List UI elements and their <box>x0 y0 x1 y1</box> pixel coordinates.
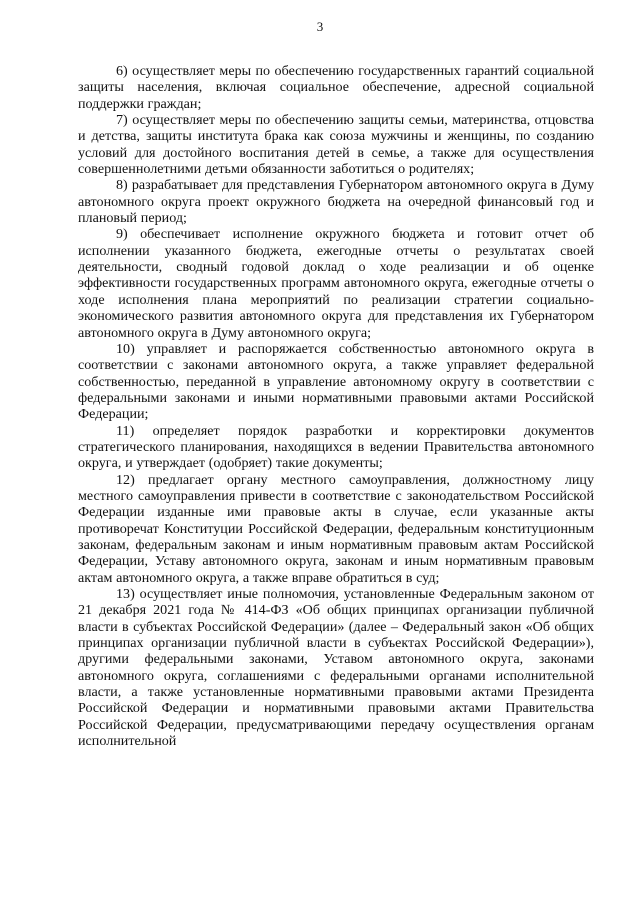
paragraph-item-8: 8) разрабатывает для представления Губернатором автономного округа в Думу автономного округа проект окружного бюджета на очередной финансовый год и плановый период; <box>78 177 594 227</box>
paragraph-item-13: 13) осуществляет иные полномочия, установленные Федеральным законом от 21 декабря 2021 года № 414-ФЗ «Об общих принципах организации публичной власти в субъектах Российской Федерации» (далее – Федеральный закон «Об общих принципах организации публичной власти в субъектах Российской Федерации»), другими федеральными законами, Уставом автономного округа, законами автономного округа, соглашениями с федеральными органами исполнительной власти, а также установленные нормативными правовыми актами Президента Российской Федерации и нормативными правовыми актами Правительства Российской Федерации, предусматривающими передачу осуществления органам исполнительной <box>78 586 594 750</box>
page-number: 3 <box>316 19 324 34</box>
paragraph-item-6: 6) осуществляет меры по обеспечению государственных гарантий социальной защиты населения, включая социальное обеспечение, адресной социальной поддержки граждан; <box>78 63 594 112</box>
paragraph-item-12: 12) предлагает органу местного самоуправления, должностному лицу местного самоуправления привести в соответствие с законодательством Российской Федерации изданные ими правовые акты в случае, если указанные акты противоречат Конституции Российской Федерации, федеральным конституционным законам, федеральным законам и иным нормативным правовым актам Российской Федерации, Уставу автономного округа, законам и иным нормативным правовым актам автономного округа, а также вправе обратиться в суд; <box>78 471 594 586</box>
paragraph-item-9: 9) обеспечивает исполнение окружного бюджета и готовит отчет об исполнении указанного бюджета, ежегодные отчеты о результатах своей деятельности, сводный годовой доклад о ходе реализации и об оценке эффективности государственных программ автономного округа, ежегодные отчеты о ходе исполнения плана мероприятий по реализации стратегии социально-экономического развития автономного округа для представления их Губернатором автономного округа в Думу автономного округа; <box>78 226 594 341</box>
paragraph-item-10: 10) управляет и распоряжается собственностью автономного округа в соответствии с законами автономного округа, а также управляет федеральной собственностью, переданной в управление автономному округу в соответствии с федеральными законами и иными нормативными правовыми актами Российской Федерации; <box>78 340 594 423</box>
paragraph-item-7: 7) осуществляет меры по обеспечению защиты семьи, материнства, отцовства и детства, защиты института брака как союза мужчины и женщины, по созданию условий для достойного воспитания детей в семье, а также для осуществления совершеннолетними детьми обязанности заботиться о родителях; <box>78 112 594 178</box>
document-body <box>78 63 594 749</box>
paragraph-item-11: 11) определяет порядок разработки и корректировки документов стратегического планирования, находящихся в ведении Правительства автономного округа, и утверждает (одобряет) такие документы; <box>78 422 594 472</box>
